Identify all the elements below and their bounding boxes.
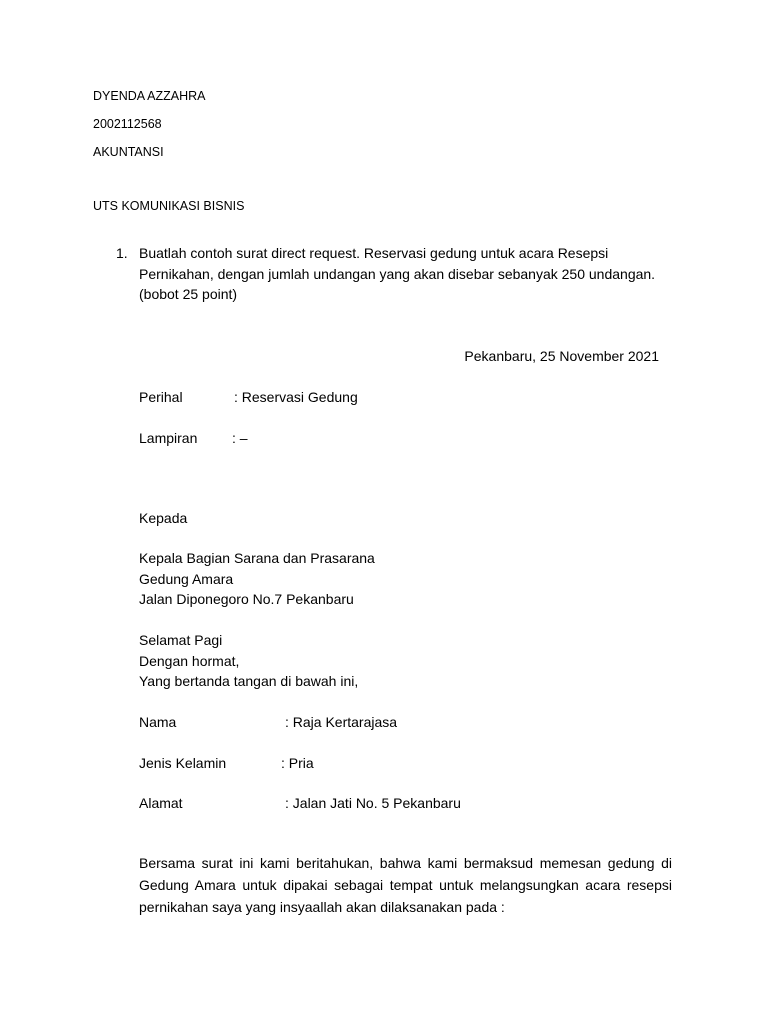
body-line: Gedung Amara untuk dipakai sebagai tempat untuk melangsungkan acara resepsi xyxy=(139,877,672,893)
field-value-alamat: : Jalan Jati No. 5 Pekanbaru xyxy=(285,795,461,811)
student-major: AKUNTANSI xyxy=(93,145,164,159)
body-line: Bersama surat ini kami beritahukan, bahwa kami bermaksud memesan gedung di xyxy=(139,855,672,871)
greeting-line: Dengan hormat, xyxy=(139,652,240,669)
kepada-label: Kepada xyxy=(139,510,188,526)
recipient-line: Gedung Amara xyxy=(139,570,234,587)
recipient-line: Kepala Bagian Sarana dan Prasarana xyxy=(139,550,375,566)
letter-place-date: Pekanbaru, 25 November 2021 xyxy=(464,348,659,364)
perihal-value: : Reservasi Gedung xyxy=(234,389,358,405)
question-number: 1. xyxy=(116,245,128,261)
question-text xyxy=(139,243,679,305)
question-line: (bobot 25 point) xyxy=(139,286,238,302)
exam-title: UTS KOMUNIKASI BISNIS xyxy=(93,199,245,213)
field-label-nama: Nama xyxy=(139,714,177,730)
greeting-line: Selamat Pagi xyxy=(139,632,223,648)
greeting-block xyxy=(139,630,358,692)
student-name: DYENDA AZZAHRA xyxy=(93,89,206,103)
question-line: Buatlah contoh surat direct request. Reservasi gedung untuk acara Resepsi xyxy=(139,245,609,261)
field-value-nama: : Raja Kertarajasa xyxy=(285,714,398,730)
lampiran-value: : – xyxy=(232,430,248,446)
perihal-label: Perihal xyxy=(139,389,183,405)
student-id: 2002112568 xyxy=(93,117,162,131)
greeting-line: Yang bertanda tangan di bawah ini, xyxy=(139,673,359,689)
body-paragraph xyxy=(139,852,672,918)
recipient-line: Jalan Diponegoro No.7 Pekanbaru xyxy=(139,591,354,607)
field-label-jenis-kelamin: Jenis Kelamin xyxy=(139,755,227,771)
field-value-jenis-kelamin: : Pria xyxy=(281,755,314,771)
field-label-alamat: Alamat xyxy=(139,795,183,811)
lampiran-label: Lampiran xyxy=(139,430,198,446)
body-line: pernikahan saya yang insyaallah akan dilaksanakan pada : xyxy=(139,899,505,915)
recipient-address xyxy=(139,548,375,610)
question-line: Pernikahan, dengan jumlah undangan yang akan disebar sebanyak 250 undangan. xyxy=(139,265,656,282)
